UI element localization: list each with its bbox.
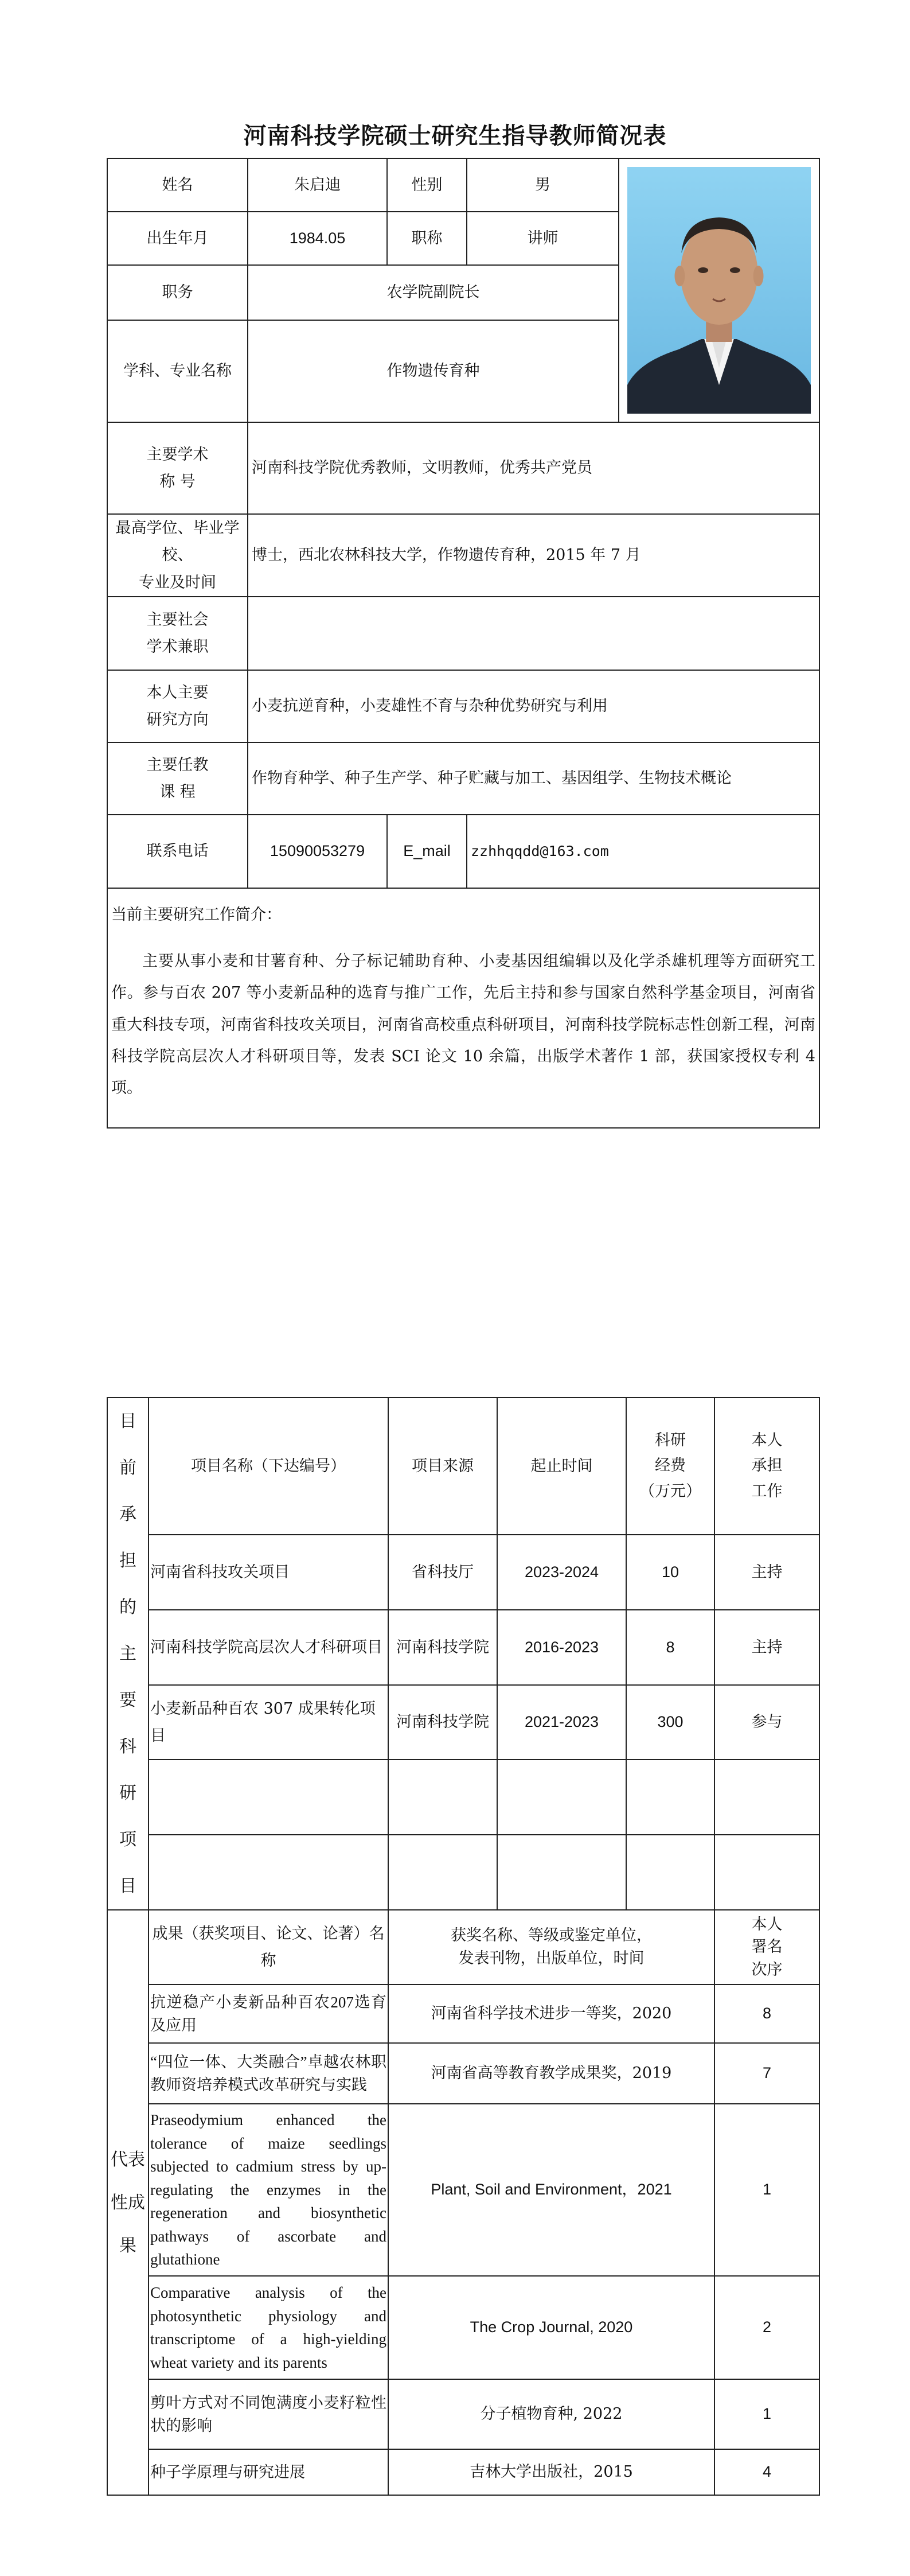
social-label-line1: 主要社会 — [146, 610, 209, 629]
achievement-info: Plant, Soil and Environment，2021 — [388, 2104, 714, 2276]
side-label-char: 性 — [111, 2192, 128, 2213]
side-label-char: 项 — [119, 1830, 136, 1850]
project-period: 2023-2024 — [497, 1535, 626, 1610]
achievement-info: 吉林大学出版社，2015 — [388, 2449, 714, 2495]
achievement-info: 河南省高等教育教学成果奖，2019 — [388, 2043, 714, 2104]
honor-label-line2: 称 号 — [159, 473, 196, 491]
project-funds: 10 — [626, 1535, 714, 1610]
achievement-info: The Crop Journal, 2020 — [388, 2276, 714, 2379]
project-role — [714, 1760, 819, 1835]
side-label-char: 的 — [119, 1597, 136, 1617]
projects-table — [107, 1397, 820, 2496]
projects-side-label — [107, 1398, 149, 1910]
post-value: 农学院副院长 — [248, 265, 619, 320]
achievement-order: 1 — [714, 2379, 819, 2449]
degree-label — [107, 514, 248, 597]
project-name-header: 项目名称（下达编号） — [149, 1398, 388, 1535]
honor-value: 河南科技学院优秀教师，文明教师，优秀共产党员 — [248, 422, 819, 514]
side-label-char: 目 — [119, 1876, 136, 1896]
name-value: 朱启迪 — [248, 158, 387, 212]
achievement-name: Comparative analysis of the photosynthetic physiology and transcriptome of a high-yielding wheat variety and its parents — [149, 2276, 388, 2379]
achievement-row — [107, 2043, 819, 2104]
rank-label: 职称 — [387, 212, 467, 265]
side-label-char: 前 — [119, 1458, 136, 1478]
side-label-char: 承 — [119, 1504, 136, 1524]
email-label: E_mail — [387, 815, 467, 888]
project-source: 省科技厅 — [388, 1535, 497, 1610]
rank-value: 讲师 — [467, 212, 619, 265]
direction-label — [107, 670, 248, 742]
achievement-info: 分子植物育种, 2022 — [388, 2379, 714, 2449]
degree-label-line2: 专业及时间 — [139, 573, 216, 592]
achievement-order: 7 — [714, 2043, 819, 2104]
birth-value: 1984.05 — [248, 212, 387, 265]
side-label-char: 代 — [111, 2149, 128, 2170]
profile-table — [107, 158, 820, 1129]
project-row — [107, 1535, 819, 1610]
project-role-header — [714, 1398, 819, 1535]
degree-label-line1: 最高学位、毕业学校、 — [115, 519, 240, 565]
achievement-order: 1 — [714, 2104, 819, 2276]
info-header-line2: 发表刊物，出版单位，时间 — [458, 1949, 645, 1967]
degree-value: 博士，西北农林科技大学，作物遗传育种，2015 年 7 月 — [248, 514, 819, 597]
gender-value: 男 — [467, 158, 619, 212]
social-label-line2: 学术兼职 — [146, 637, 209, 656]
project-role — [714, 1835, 819, 1910]
phone-value: 15090053279 — [248, 815, 387, 888]
achievement-name-header: 成果（获奖项目、论文、论著）名称 — [149, 1910, 388, 1984]
achievement-order: 8 — [714, 1984, 819, 2043]
side-label-char: 科 — [119, 1737, 136, 1757]
courses-label — [107, 742, 248, 815]
project-name: 小麦新品种百农 307 成果转化项目 — [149, 1685, 388, 1760]
role-header-line1: 本人 — [751, 1431, 783, 1449]
order-header-line2: 署名 — [751, 1938, 783, 1956]
achievement-order: 4 — [714, 2449, 819, 2495]
side-label-char: 成 — [128, 2192, 145, 2213]
project-row — [107, 1610, 819, 1685]
side-label-char: 果 — [119, 2235, 136, 2256]
photo-cell — [619, 158, 819, 422]
funds-header-line1: 科研 — [655, 1431, 686, 1449]
courses-label-line2: 课 程 — [159, 783, 196, 801]
project-period-header: 起止时间 — [497, 1398, 626, 1535]
project-funds: 8 — [626, 1610, 714, 1685]
email-value: zzhhqqdd@163.com — [467, 815, 819, 888]
project-name — [149, 1760, 388, 1835]
achievement-order-header — [714, 1910, 819, 1984]
post-label: 职务 — [107, 265, 248, 320]
achievements-side-label — [107, 1910, 149, 2495]
gender-label: 性别 — [387, 158, 467, 212]
birth-label: 出生年月 — [107, 212, 248, 265]
project-period: 2021-2023 — [497, 1685, 626, 1760]
major-value: 作物遗传育种 — [248, 320, 619, 422]
project-role: 主持 — [714, 1610, 819, 1685]
side-label-char: 表 — [128, 2149, 145, 2170]
courses-label-line1: 主要任教 — [146, 756, 209, 774]
achievement-name: Praseodymium enhanced the tolerance of maize seedlings subjected to cadmium stress by up-regulating the enzymes in the regeneration and biosynthetic pathways of ascorbate and glutathione — [149, 2104, 388, 2276]
direction-label-line1: 本人主要 — [146, 683, 209, 702]
order-header-line3: 次序 — [751, 1960, 783, 1979]
info-header-line1: 获奖名称、等级或鉴定单位， — [451, 1926, 652, 1944]
project-name: 河南省科技攻关项目 — [149, 1535, 388, 1610]
funds-header-line3: （万元） — [639, 1482, 701, 1500]
project-row — [107, 1760, 819, 1835]
project-period — [497, 1760, 626, 1835]
project-funds-header — [626, 1398, 714, 1535]
side-label-char: 担 — [119, 1551, 136, 1571]
project-source — [388, 1760, 497, 1835]
direction-value: 小麦抗逆育种，小麦雄性不育与杂种优势研究与利用 — [248, 670, 819, 742]
courses-value: 作物育种学、种子生产学、种子贮藏与加工、基因组学、生物技术概论 — [248, 742, 819, 815]
portrait-photo — [627, 167, 811, 414]
project-name: 河南科技学院高层次人才科研项目 — [149, 1610, 388, 1685]
project-source: 河南科技学院 — [388, 1685, 497, 1760]
achievement-order: 2 — [714, 2276, 819, 2379]
funds-header-line2: 经费 — [655, 1457, 686, 1475]
project-funds — [626, 1835, 714, 1910]
achievement-name: 剪叶方式对不同饱满度小麦籽粒性状的影响 — [149, 2379, 388, 2449]
side-label-char: 目 — [119, 1411, 136, 1431]
side-label-char: 研 — [119, 1783, 136, 1803]
honor-label-line1: 主要学术 — [146, 445, 209, 464]
achievement-info: 河南省科学技术进步一等奖，2020 — [388, 1984, 714, 2043]
direction-label-line2: 研究方向 — [146, 710, 209, 729]
project-role: 参与 — [714, 1685, 819, 1760]
social-label — [107, 597, 248, 670]
summary-body: 主要从事小麦和甘薯育种、分子标记辅助育种、小麦基因组编辑以及化学杀雄机理等方面研究工作。参与百农 207 等小麦新品种的选育与推广工作，先后主持和参与国家自然科学基金项目，河南省重大科技专项，河南省科技攻关项目，河南省高校重点科研项目，河南科技学院标志性创新工程，河南科技学院高层次人才科研项目等，发表 SCI 论文 10 余篇，出版学术著作 1 部，获国家授权专利 4 项。 — [111, 952, 815, 1098]
achievement-name: 抗逆稳产小麦新品种百农207选育及应用 — [149, 1984, 388, 2043]
side-label-char: 要 — [119, 1690, 136, 1710]
project-period — [497, 1835, 626, 1910]
phone-label: 联系电话 — [107, 815, 248, 888]
project-period: 2016-2023 — [497, 1610, 626, 1685]
summary-heading: 当前主要研究工作简介： — [111, 905, 282, 924]
summary-cell — [107, 888, 819, 1128]
achievement-info-header — [388, 1910, 714, 1984]
name-label: 姓名 — [107, 158, 248, 212]
project-role: 主持 — [714, 1535, 819, 1610]
achievement-row — [107, 2276, 819, 2379]
project-name — [149, 1835, 388, 1910]
project-source: 河南科技学院 — [388, 1610, 497, 1685]
achievement-name: “四位一体、大类融合”卓越农林职教师资培养模式改革研究与实践 — [149, 2043, 388, 2104]
achievement-name: 种子学原理与研究进展 — [149, 2449, 388, 2495]
social-value — [248, 597, 819, 670]
project-source-header: 项目来源 — [388, 1398, 497, 1535]
order-header-line1: 本人 — [751, 1916, 783, 1934]
role-header-line2: 承担 — [751, 1457, 783, 1475]
achievement-row — [107, 1984, 819, 2043]
side-label-char: 主 — [119, 1644, 136, 1664]
project-funds — [626, 1760, 714, 1835]
project-row — [107, 1685, 819, 1760]
achievement-row — [107, 2379, 819, 2449]
project-row — [107, 1835, 819, 1910]
project-funds: 300 — [626, 1685, 714, 1760]
major-label: 学科、专业名称 — [107, 320, 248, 422]
project-source — [388, 1835, 497, 1910]
achievement-row — [107, 2104, 819, 2276]
role-header-line3: 工作 — [751, 1482, 783, 1500]
achievement-row — [107, 2449, 819, 2495]
page-title: 河南科技学院硕士研究生指导教师简况表 — [243, 123, 667, 149]
honor-label — [107, 422, 248, 514]
